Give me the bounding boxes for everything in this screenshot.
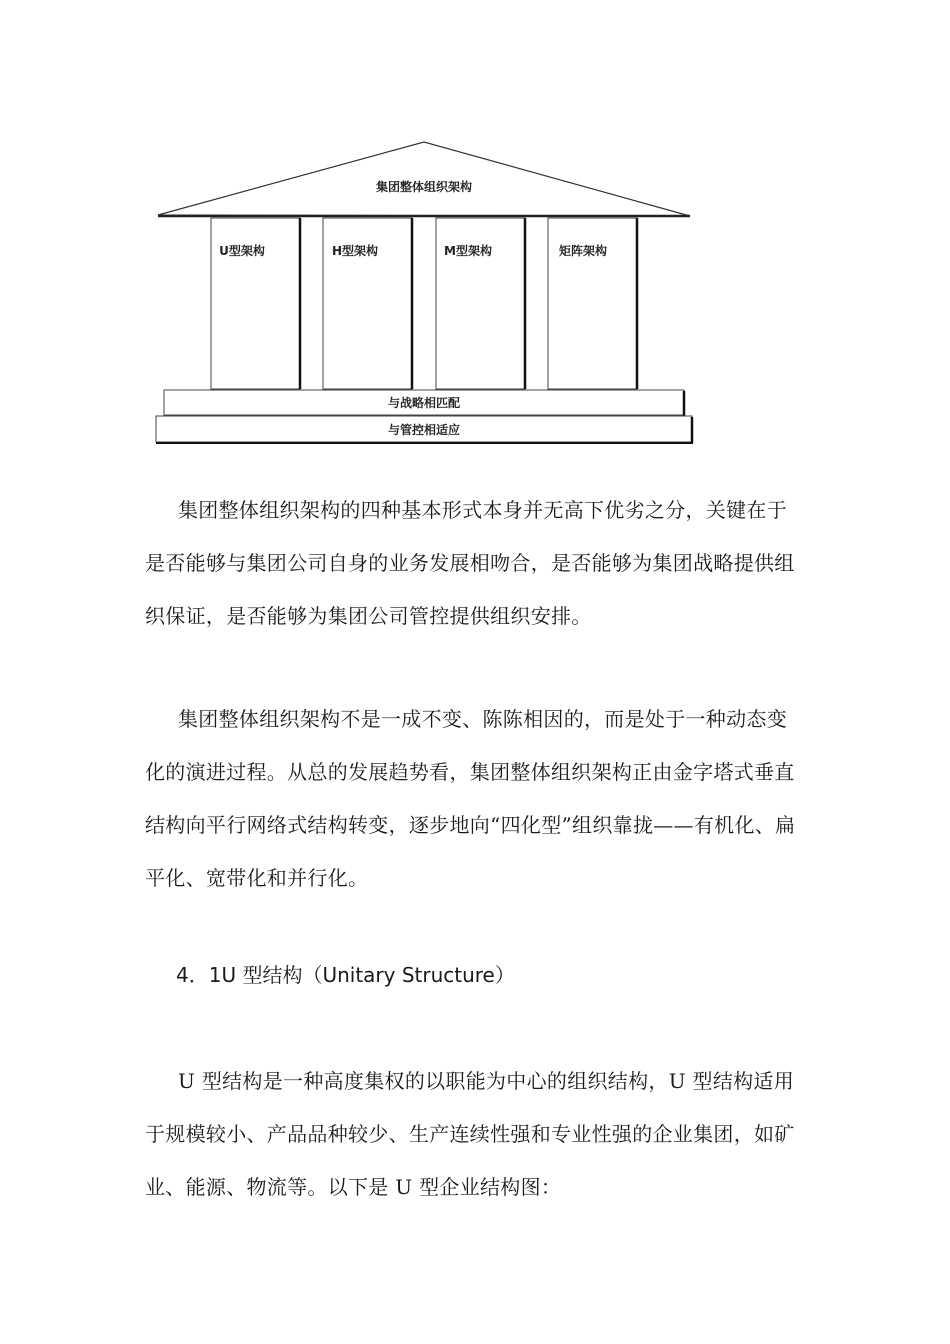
group-architecture-diagram (0, 0, 950, 470)
roof-label: 集团整体组织架构 (375, 180, 473, 194)
section-heading: 4．1U 型结构（Unitary Structure） (176, 963, 515, 987)
base-upper-label: 与战略相匹配 (387, 396, 461, 410)
roof-triangle (158, 142, 690, 216)
paragraph-u-structure: U 型结构是一种高度集权的以职能为中心的组织结构，U 型结构适用于规模较小、产品品种较少、生产连续性强和专业性强的企业集团，如矿业、能源、物流等。以下是 U 型企业结构图： (145, 1069, 795, 1199)
base-lower-label: 与管控相适应 (387, 423, 461, 437)
pillar-label-2: H型架构 (331, 244, 379, 258)
pillar-label-4: 矩阵架构 (558, 244, 608, 258)
paragraph-2: 集团整体组织架构不是一成不变、陈陈相因的，而是处于一种动态变化的演进过程。从总的发展趋势看，集团整体组织架构正由金字塔式垂直结构向平行网络式结构转变，逐步地向“四化型”组织靠拢——有机化、扁平化、宽带化和并行化。 (145, 707, 796, 890)
pillar-label-1: U型架构 (219, 244, 265, 258)
paragraph-1: 集团整体组织架构的四种基本形式本身并无高下优劣之分，关键在于是否能够与集团公司自身的业务发展相吻合，是否能够为集团战略提供组织保证，是否能够为集团公司管控提供组织安排。 (145, 498, 795, 628)
pillar-label-3: M型架构 (444, 244, 492, 258)
